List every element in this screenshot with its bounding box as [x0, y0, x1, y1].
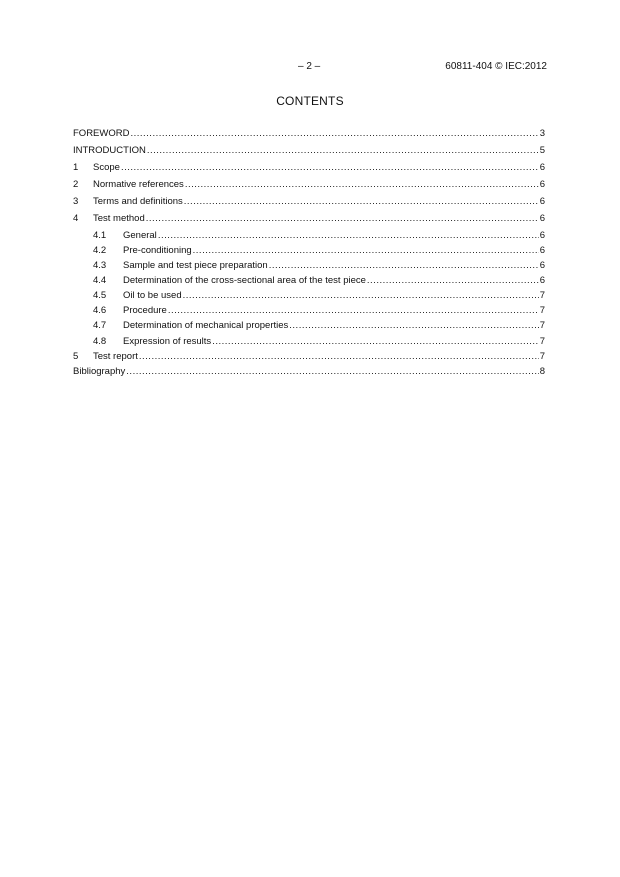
toc-entry-number: 5: [73, 351, 79, 362]
toc-entry-title: INTRODUCTION: [73, 145, 146, 156]
page-number: – 2 –: [298, 61, 321, 72]
toc-entry-number: 4.2: [93, 245, 107, 256]
toc-entry-page: 6: [539, 179, 545, 190]
toc-leader-dots: [139, 351, 539, 362]
toc-entry-page: 6: [539, 260, 545, 271]
toc-leader-dots: [193, 245, 539, 256]
toc-entry[interactable]: [73, 245, 545, 258]
toc-leader-dots: [147, 145, 539, 156]
toc-entry-number: 1: [73, 162, 79, 173]
toc-entry-title: Oil to be used: [123, 290, 182, 301]
toc-leader-dots: [184, 196, 539, 207]
toc-entry-title: Terms and definitions: [93, 196, 183, 207]
toc-entry-page: 3: [539, 128, 545, 139]
toc-entry-title: Determination of mechanical properties: [123, 320, 289, 331]
toc-entry-title: Normative references: [93, 179, 184, 190]
toc-entry[interactable]: [73, 305, 545, 318]
toc-entry-number: 4.5: [93, 290, 107, 301]
toc-entry-number: 4.1: [93, 230, 107, 241]
toc-entry-title: Test report: [93, 351, 138, 362]
toc-leader-dots: [212, 336, 539, 347]
toc-leader-dots: [185, 179, 539, 190]
toc-entry-number: 3: [73, 196, 79, 207]
toc-entry-page: 7: [539, 305, 545, 316]
toc-leader-dots: [121, 162, 539, 173]
toc-entry-page: 8: [539, 366, 545, 377]
toc-entry-number: 4.3: [93, 260, 107, 271]
toc-entry[interactable]: [73, 366, 545, 379]
toc-entry-page: 7: [539, 320, 545, 331]
toc-entry-page: 7: [539, 290, 545, 301]
toc-leader-dots: [158, 230, 539, 241]
toc-entry-title: General: [123, 230, 157, 241]
toc-entry-title: Sample and test piece preparation: [123, 260, 268, 271]
toc-entry[interactable]: [73, 320, 545, 333]
toc-entry-page: 6: [539, 245, 545, 256]
toc-entry[interactable]: [73, 351, 545, 364]
toc-entry[interactable]: [73, 230, 545, 243]
toc-entry-page: 7: [539, 351, 545, 362]
toc-entry-title: Scope: [93, 162, 120, 173]
toc-entry-title: FOREWORD: [73, 128, 130, 139]
toc-entry-page: 5: [539, 145, 545, 156]
toc-entry-number: 4: [73, 213, 79, 224]
toc-entry-number: 2: [73, 179, 79, 190]
toc-entry[interactable]: [73, 260, 545, 273]
toc-entry-title: Determination of the cross-sectional area of the test piece: [123, 275, 366, 286]
toc-entry[interactable]: [73, 336, 545, 349]
toc-entry-number: 4.6: [93, 305, 107, 316]
toc-leader-dots: [130, 128, 538, 139]
toc-entry-title: Pre-conditioning: [123, 245, 192, 256]
toc-entry[interactable]: [73, 128, 545, 141]
toc-entry-number: 4.4: [93, 275, 107, 286]
toc-entry[interactable]: [73, 213, 545, 226]
contents-title: CONTENTS: [276, 94, 344, 108]
toc-entry[interactable]: [73, 290, 545, 303]
toc-entry-page: 6: [539, 275, 545, 286]
document-id: 60811-404 © IEC:2012: [445, 61, 547, 72]
toc-entry-title: Expression of results: [123, 336, 212, 347]
toc-leader-dots: [168, 305, 539, 316]
toc-entry[interactable]: [73, 179, 545, 192]
toc-leader-dots: [146, 213, 539, 224]
toc-leader-dots: [289, 320, 538, 331]
toc-entry-title: Test method: [93, 213, 145, 224]
toc-entry-page: 6: [539, 162, 545, 173]
toc-entry[interactable]: [73, 162, 545, 175]
toc-entry-title: Bibliography: [73, 366, 126, 377]
toc-entry-page: 6: [539, 196, 545, 207]
toc-entry-page: 7: [539, 336, 545, 347]
toc-entry-number: 4.7: [93, 320, 107, 331]
toc-leader-dots: [183, 290, 539, 301]
toc-entry[interactable]: [73, 196, 545, 209]
toc-entry-title: Procedure: [123, 305, 167, 316]
toc-entry-page: 6: [539, 230, 545, 241]
toc-entry-number: 4.8: [93, 336, 107, 347]
toc-leader-dots: [367, 275, 539, 286]
toc-leader-dots: [269, 260, 539, 271]
page-header: [0, 61, 620, 75]
toc-entry[interactable]: [73, 145, 545, 158]
toc-entry-page: 6: [539, 213, 545, 224]
toc-entry[interactable]: [73, 275, 545, 288]
toc-leader-dots: [126, 366, 538, 377]
